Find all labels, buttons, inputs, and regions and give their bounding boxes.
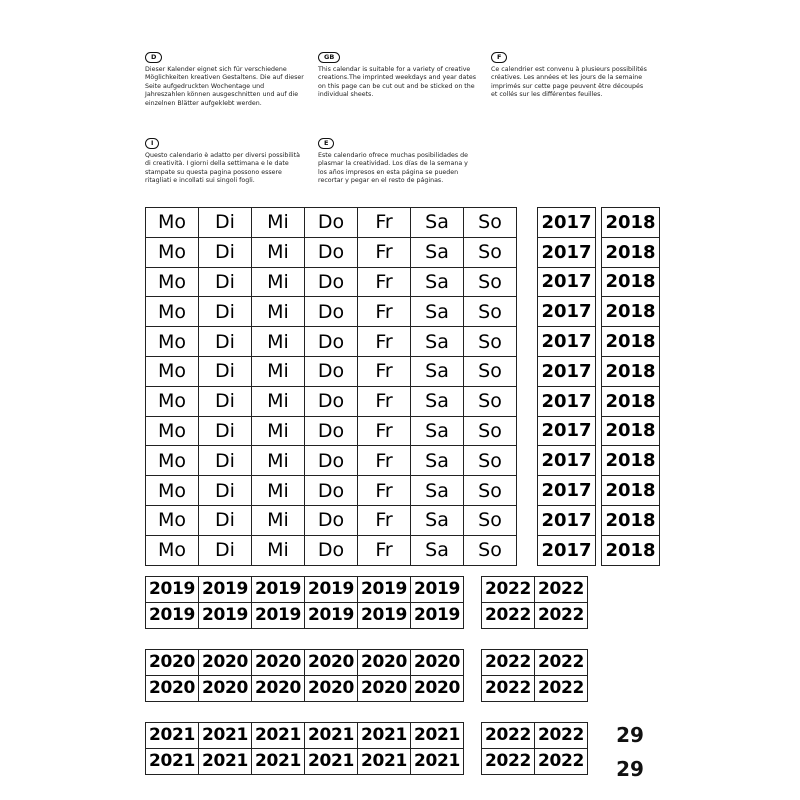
weekday-label: Sa [411, 356, 464, 386]
weekday-label: Do [305, 416, 358, 446]
year-label: 2018 [602, 446, 660, 476]
year-label: 2021 [411, 748, 464, 774]
year-label: 2020 [199, 675, 252, 701]
year-label: 2018 [602, 386, 660, 416]
year-label: 2022 [535, 577, 588, 603]
weekday-label: Fr [358, 446, 411, 476]
weekday-label: Di [199, 476, 252, 506]
year-label: 2022 [482, 675, 535, 701]
weekday-row [146, 535, 517, 565]
year-row [602, 297, 660, 327]
page-number: 29 [616, 757, 644, 781]
weekday-label: Sa [411, 237, 464, 267]
year-label: 2020 [252, 675, 305, 701]
weekday-label: Di [199, 237, 252, 267]
year-label: 2018 [602, 505, 660, 535]
year-row [602, 267, 660, 297]
language-badge: E [318, 138, 334, 149]
year-label: 2021 [199, 723, 252, 749]
year-row [482, 723, 588, 749]
weekday-label: So [464, 267, 517, 297]
year-row [602, 356, 660, 386]
year-label: 2019 [305, 602, 358, 628]
year-row [602, 505, 660, 535]
weekday-label: Fr [358, 476, 411, 506]
weekday-label: Fr [358, 327, 411, 357]
instruction-text: Ce calendrier est convenu à plusieurs possibilités créatives. Les années et les jours de la semaine imprimés sur cette page peuvent être découpés et collés sur les différentes feuilles. [491, 66, 647, 99]
page-number: 29 [616, 723, 644, 747]
year-label: 2017 [538, 356, 596, 386]
year-row [538, 386, 596, 416]
year-label: 2019 [358, 577, 411, 603]
year-row [538, 297, 596, 327]
weekday-label: So [464, 208, 517, 238]
year-grid-2022-middle [481, 649, 588, 702]
weekday-label: Mo [146, 208, 199, 238]
language-badge: I [145, 138, 159, 149]
year-label: 2018 [602, 476, 660, 506]
year-label: 2019 [305, 577, 358, 603]
year-row [482, 577, 588, 603]
weekday-label: Do [305, 386, 358, 416]
instruction-block-de [145, 44, 305, 108]
year-label: 2019 [199, 577, 252, 603]
year-label: 2019 [146, 577, 199, 603]
weekday-label: Fr [358, 535, 411, 565]
year-label: 2017 [538, 327, 596, 357]
year-label: 2017 [538, 237, 596, 267]
year-grid-2020 [145, 649, 464, 702]
weekday-label: So [464, 535, 517, 565]
year-row [538, 356, 596, 386]
year-row [538, 267, 596, 297]
year-label: 2020 [146, 650, 199, 676]
weekday-row [146, 267, 517, 297]
weekday-row [146, 505, 517, 535]
year-label: 2017 [538, 386, 596, 416]
year-label: 2021 [411, 723, 464, 749]
year-row [538, 237, 596, 267]
year-row [538, 446, 596, 476]
year-label: 2019 [358, 602, 411, 628]
weekday-label: Di [199, 446, 252, 476]
language-badge: GB [318, 52, 340, 63]
weekday-label: Fr [358, 386, 411, 416]
year-row [538, 208, 596, 238]
weekday-label: So [464, 356, 517, 386]
year-row [482, 748, 588, 774]
year-label: 2018 [602, 237, 660, 267]
instruction-block-i [145, 130, 305, 186]
weekday-label: Mo [146, 416, 199, 446]
year-label: 2020 [199, 650, 252, 676]
year-label: 2020 [252, 650, 305, 676]
year-label: 2021 [358, 748, 411, 774]
weekday-label: Di [199, 505, 252, 535]
year-label: 2021 [146, 748, 199, 774]
year-label: 2021 [146, 723, 199, 749]
year-label: 2022 [535, 748, 588, 774]
weekday-label: Mi [252, 267, 305, 297]
year-label: 2022 [535, 723, 588, 749]
weekday-label: So [464, 297, 517, 327]
weekday-label: Mo [146, 446, 199, 476]
weekday-label: Mo [146, 535, 199, 565]
weekday-label: Do [305, 505, 358, 535]
weekday-label: Sa [411, 208, 464, 238]
weekday-row [146, 208, 517, 238]
year-label: 2019 [411, 577, 464, 603]
year-label: 2018 [602, 297, 660, 327]
weekday-label: Sa [411, 386, 464, 416]
year-label: 2022 [482, 577, 535, 603]
weekday-label: So [464, 476, 517, 506]
year-label: 2021 [305, 723, 358, 749]
weekday-label: So [464, 386, 517, 416]
year-row [602, 327, 660, 357]
weekday-label: Fr [358, 267, 411, 297]
year-row [146, 675, 464, 701]
weekday-label: Mi [252, 297, 305, 327]
weekday-label: So [464, 446, 517, 476]
year-label: 2022 [482, 602, 535, 628]
year-row [602, 208, 660, 238]
weekday-label: Di [199, 356, 252, 386]
instruction-block-gb [318, 44, 478, 100]
weekday-label: Mo [146, 327, 199, 357]
year-label: 2022 [482, 650, 535, 676]
instruction-text: This calendar is suitable for a variety of creative creations.The imprinted weekdays and year dates on this page can be cut out and be sticked on the individual sheets. [318, 66, 477, 99]
year-label: 2020 [411, 675, 464, 701]
year-label: 2021 [252, 723, 305, 749]
year-row [482, 650, 588, 676]
year-row [602, 386, 660, 416]
year-row [538, 476, 596, 506]
year-label: 2017 [538, 535, 596, 565]
year-row [482, 675, 588, 701]
instruction-block-e [318, 130, 478, 186]
weekday-label: So [464, 327, 517, 357]
weekday-label: Mo [146, 476, 199, 506]
year-label: 2017 [538, 476, 596, 506]
weekday-label: Di [199, 416, 252, 446]
weekday-label: Mo [146, 356, 199, 386]
year-row [538, 505, 596, 535]
weekday-label: Mo [146, 386, 199, 416]
year-label: 2017 [538, 208, 596, 238]
year-row [146, 602, 464, 628]
weekday-label: So [464, 505, 517, 535]
year-label: 2021 [305, 748, 358, 774]
weekday-label: Di [199, 386, 252, 416]
year-column-2017 [537, 207, 596, 566]
weekday-row [146, 356, 517, 386]
year-label: 2021 [199, 748, 252, 774]
year-label: 2018 [602, 535, 660, 565]
year-row [538, 535, 596, 565]
instruction-text: Questo calendario è adatto per diversi possibilità di creatività. I giorni della settimana e le date stampate su questa pagina possono essere ritagliati e incollati sui singoli fogli. [145, 152, 300, 185]
weekday-label: Mi [252, 416, 305, 446]
year-label: 2017 [538, 297, 596, 327]
year-label: 2019 [199, 602, 252, 628]
year-row [146, 748, 464, 774]
year-row [602, 237, 660, 267]
year-label: 2022 [535, 675, 588, 701]
weekday-label: Di [199, 327, 252, 357]
weekday-label: Mo [146, 505, 199, 535]
weekday-label: Fr [358, 505, 411, 535]
weekday-label: So [464, 237, 517, 267]
weekday-label: Sa [411, 267, 464, 297]
weekday-label: Mi [252, 386, 305, 416]
year-label: 2019 [252, 577, 305, 603]
year-label: 2018 [602, 267, 660, 297]
weekday-label: Mi [252, 327, 305, 357]
year-label: 2020 [358, 675, 411, 701]
weekday-label: Sa [411, 446, 464, 476]
weekday-row [146, 237, 517, 267]
weekday-row [146, 446, 517, 476]
weekday-cutout-grid [145, 207, 517, 566]
year-row [146, 723, 464, 749]
weekday-label: Do [305, 297, 358, 327]
year-row [538, 327, 596, 357]
weekday-label: Sa [411, 297, 464, 327]
weekday-label: Fr [358, 416, 411, 446]
year-label: 2017 [538, 416, 596, 446]
weekday-label: Mo [146, 297, 199, 327]
year-grid-2022-top [481, 576, 588, 629]
instruction-text: Este calendario ofrece muchas posibilidades de plasmar la creatividad. Los días de la semana y los años impresos en esta página se pueden recortar y pegar en el resto de páginas. [318, 152, 469, 185]
weekday-label: Do [305, 327, 358, 357]
year-label: 2020 [146, 675, 199, 701]
weekday-label: Mi [252, 476, 305, 506]
year-label: 2018 [602, 356, 660, 386]
year-row [482, 602, 588, 628]
year-label: 2020 [411, 650, 464, 676]
year-label: 2020 [305, 675, 358, 701]
year-row [602, 476, 660, 506]
weekday-label: Mi [252, 446, 305, 476]
year-grid-2022-bottom [481, 722, 588, 775]
year-row [602, 535, 660, 565]
weekday-label: Sa [411, 327, 464, 357]
year-label: 2017 [538, 446, 596, 476]
weekday-label: Mi [252, 505, 305, 535]
weekday-label: Di [199, 297, 252, 327]
weekday-label: Sa [411, 535, 464, 565]
year-label: 2019 [252, 602, 305, 628]
year-row [602, 446, 660, 476]
year-label: 2020 [358, 650, 411, 676]
weekday-label: Fr [358, 208, 411, 238]
weekday-label: Do [305, 267, 358, 297]
year-label: 2017 [538, 267, 596, 297]
weekday-label: Sa [411, 416, 464, 446]
year-row [146, 577, 464, 603]
weekday-label: Do [305, 356, 358, 386]
weekday-label: Fr [358, 356, 411, 386]
weekday-label: Mi [252, 356, 305, 386]
year-label: 2022 [482, 723, 535, 749]
weekday-label: Do [305, 446, 358, 476]
year-grid-2021 [145, 722, 464, 775]
weekday-label: Di [199, 267, 252, 297]
year-label: 2022 [535, 650, 588, 676]
weekday-label: Mo [146, 267, 199, 297]
year-column-2018 [601, 207, 660, 566]
weekday-row [146, 416, 517, 446]
year-label: 2021 [358, 723, 411, 749]
year-row [146, 650, 464, 676]
year-label: 2019 [146, 602, 199, 628]
weekday-label: Fr [358, 237, 411, 267]
weekday-label: Sa [411, 505, 464, 535]
weekday-label: Mo [146, 237, 199, 267]
weekday-label: Di [199, 535, 252, 565]
year-label: 2018 [602, 208, 660, 238]
year-label: 2020 [305, 650, 358, 676]
language-badge: F [491, 52, 507, 63]
weekday-label: Mi [252, 535, 305, 565]
weekday-label: So [464, 416, 517, 446]
weekday-label: Sa [411, 476, 464, 506]
weekday-label: Di [199, 208, 252, 238]
weekday-label: Do [305, 237, 358, 267]
year-label: 2022 [482, 748, 535, 774]
year-row [602, 416, 660, 446]
weekday-row [146, 476, 517, 506]
year-label: 2019 [411, 602, 464, 628]
weekday-row [146, 327, 517, 357]
instruction-block-f [491, 44, 651, 100]
weekday-label: Fr [358, 297, 411, 327]
weekday-label: Mi [252, 237, 305, 267]
weekday-label: Do [305, 476, 358, 506]
year-grid-2019 [145, 576, 464, 629]
weekday-label: Do [305, 535, 358, 565]
language-badge: D [145, 52, 162, 63]
year-label: 2021 [252, 748, 305, 774]
year-label: 2018 [602, 416, 660, 446]
year-row [538, 416, 596, 446]
instruction-text: Dieser Kalender eignet sich für verschiedene Möglichkeiten kreativen Gestaltens. Die auf dieser Seite aufgedruckten Wochentage und Jahreszahlen können ausgeschnitten und auf die einzelnen Blätter aufgeklebt werden. [145, 66, 304, 107]
weekday-row [146, 297, 517, 327]
year-label: 2018 [602, 327, 660, 357]
weekday-row [146, 386, 517, 416]
year-label: 2022 [535, 602, 588, 628]
weekday-label: Do [305, 208, 358, 238]
weekday-label: Mi [252, 208, 305, 238]
year-label: 2017 [538, 505, 596, 535]
